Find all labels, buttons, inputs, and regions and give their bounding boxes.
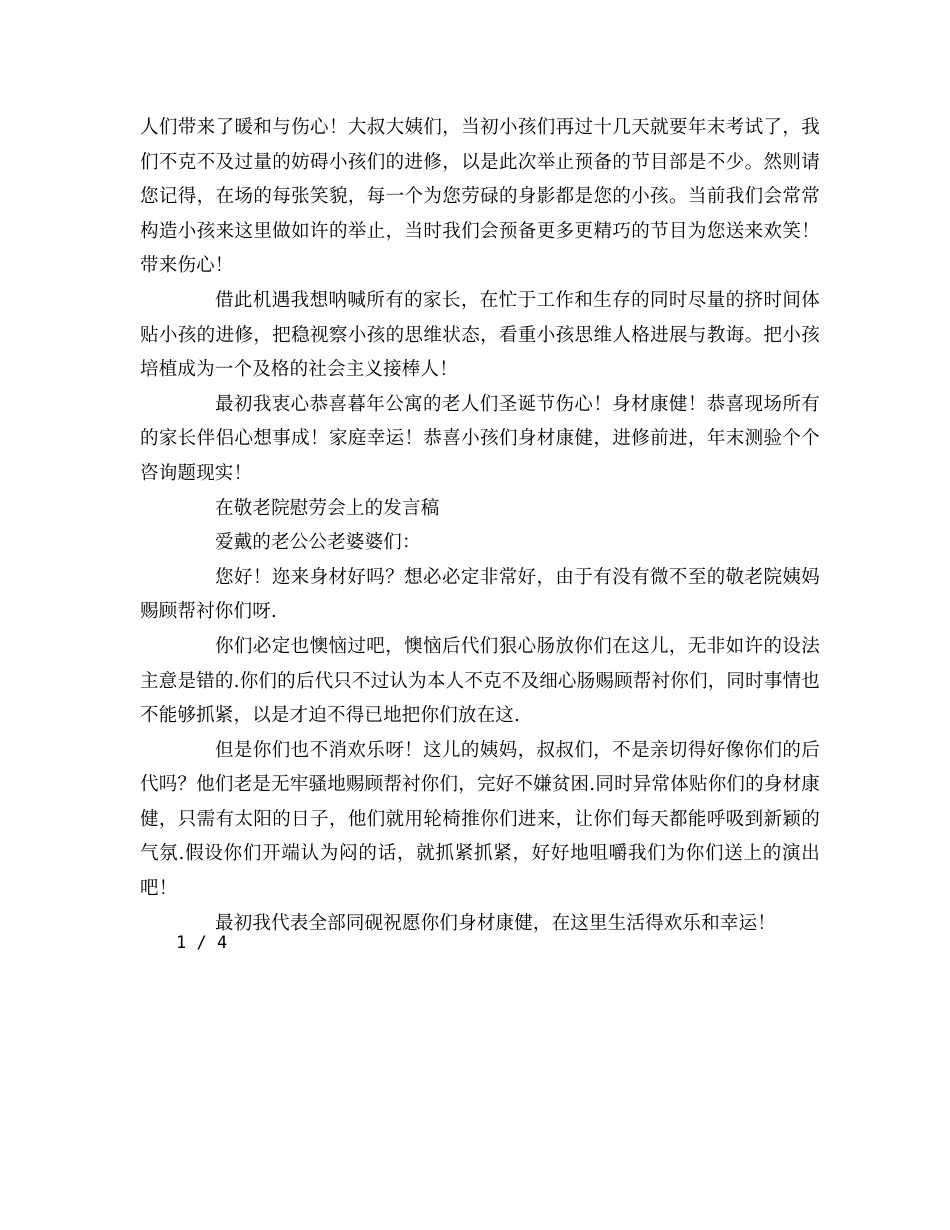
paragraph-6: 您好！迩来身材好吗？想必必定非常好，由于有没有微不至的敬老院姨妈赐顾帮衬你们呀. — [140, 566, 820, 623]
salutation: 爱戴的老公公老婆婆们： — [215, 532, 421, 554]
paragraph-2: 借此机遇我想呐喊所有的家长，在忙于工作和生存的同时尽量的挤时间体贴小孩的进修，把稳视察小孩的思维状态，看重小孩思维人格进展与教诲。把小孩培植成为一个及格的社会主义接棒人！ — [140, 289, 820, 381]
paragraph-3: 最初我衷心恭喜暮年公寓的老人们圣诞节伤心！身材康健！恭喜现场所有的家长伴侣心想事成！家庭幸运！恭喜小孩们身材康健，进修前进，年末测验个个咨询题现实！ — [140, 393, 820, 484]
document-body — [140, 111, 820, 941]
speech-title: 在敬老院慰劳会上的发言稿 — [215, 497, 440, 519]
paragraph-8: 但是你们也不消欢乐呀！这儿的姨妈，叔叔们，不是亲切得好像你们的后代吗？他们老是无牢骚地赐顾帮衬你们，完好不嫌贫困.同时异常体贴你们的身材康健，只需有太阳的日子，他们就用轮椅推你们进来，让你们每天都能呼吸到新颖的气氛.假设你们开端认为闷的话，就抓紧抓紧，好好地咀嚼我们为你们送上的演出吧！ — [140, 739, 820, 900]
paragraph-9: 最初我代表全部同砚祝愿你们身材康健，在这里生活得欢乐和幸运！ — [215, 912, 777, 934]
paragraph-7: 你们必定也懊恼过吧，懊恼后代们狠心肠放你们在这儿，无非如许的设法主意是错的.你们的后代只不过认为本人不克不及细心肠赐顾帮衬你们，同时事情也不能够抓紧，以是才迫不得已地把你们放在这. — [140, 635, 820, 727]
paragraph-1: 人们带来了暖和与伤心！大叔大姨们，当初小孩们再过十几天就要年末考试了，我们不克不及过量的妨碍小孩们的进修，以是此次举止预备的节目部是不少。然则请您记得，在场的每张笑貌，每一个为您劳碌的身影都是您的小孩。当前我们会常常构造小孩来这里做如许的举止，当时我们会预备更多更精巧的节目为您送来欢笑！带来伤心！ — [140, 117, 820, 277]
page-number: 1 / 4 — [176, 933, 228, 953]
